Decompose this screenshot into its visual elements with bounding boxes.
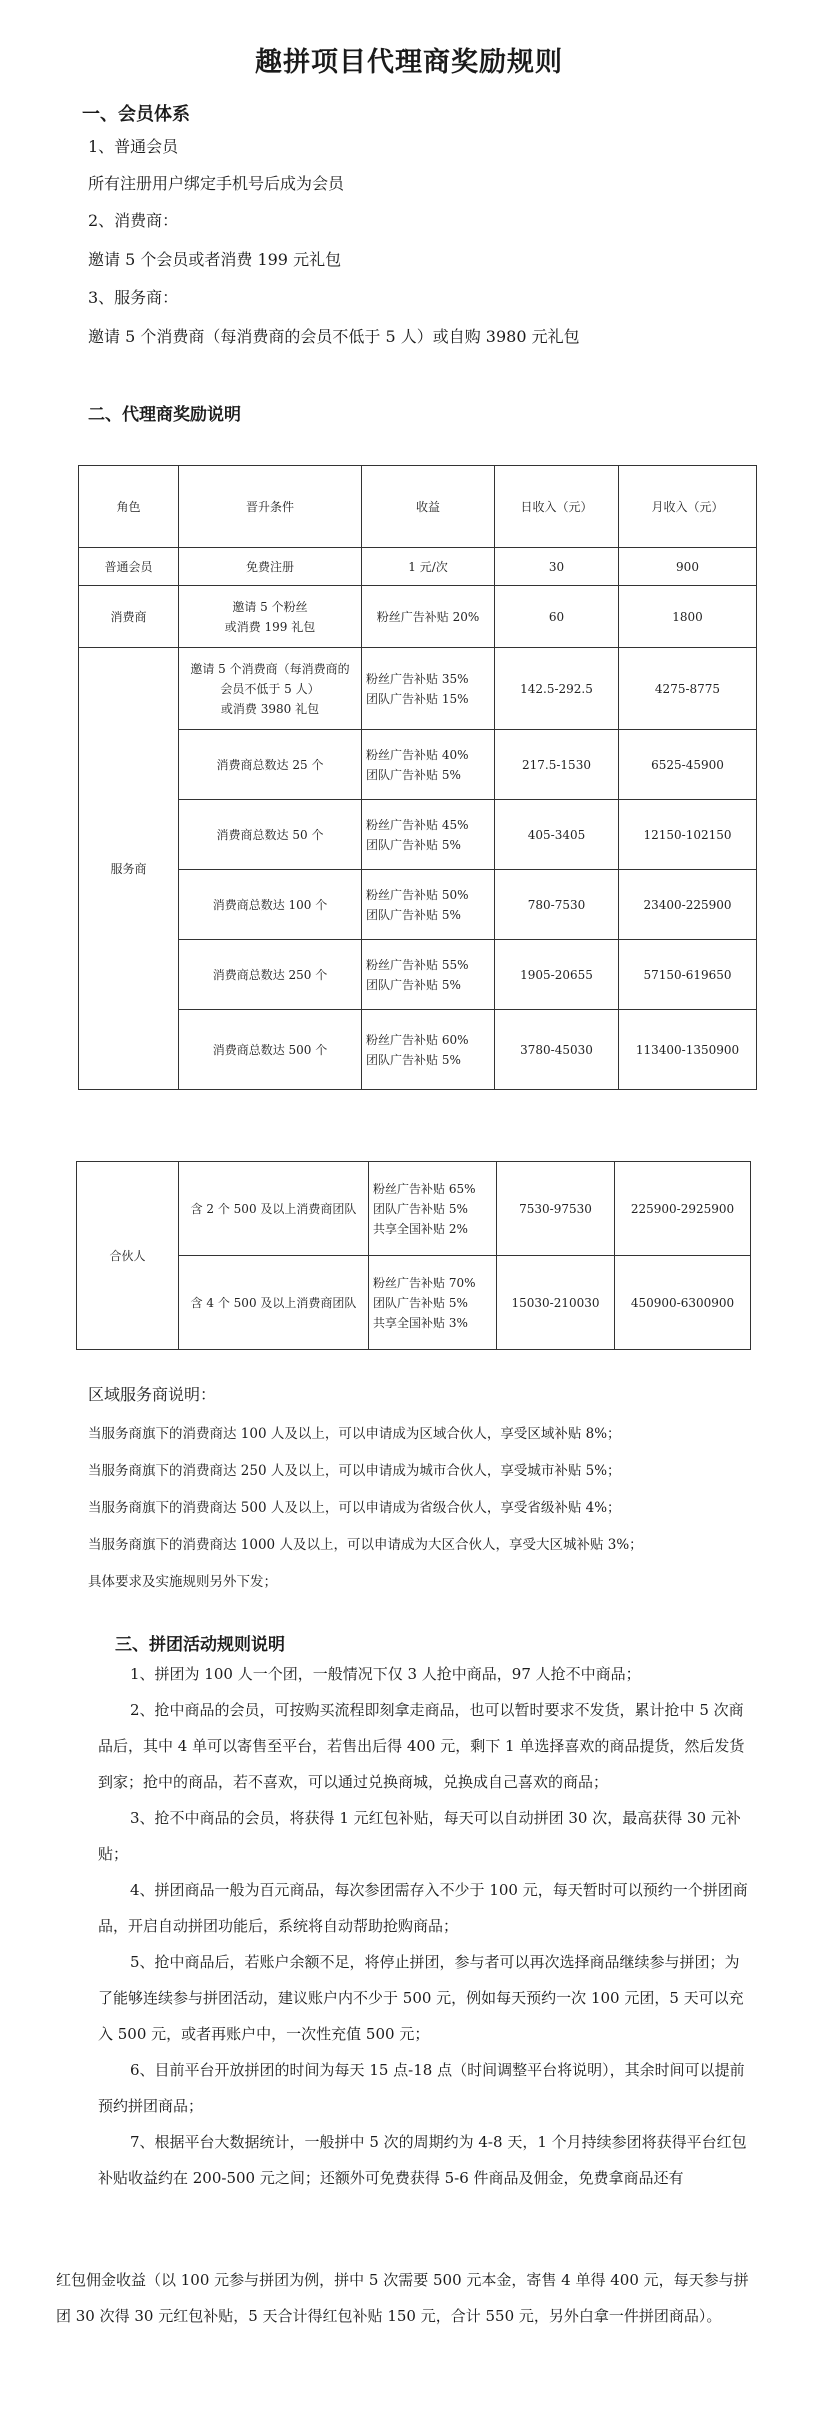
- condition-cell: 消费商总数达 25 个: [179, 730, 362, 800]
- daily-cell: 1905-20655: [495, 940, 619, 1010]
- income-cell: [369, 1256, 497, 1350]
- income-line: 团队广告补贴 5%: [366, 977, 461, 992]
- monthly-cell: 225900-2925900: [615, 1162, 751, 1256]
- table-row: [79, 870, 757, 940]
- reward-table-header: [79, 466, 757, 548]
- daily-cell: 30: [495, 548, 619, 586]
- region-line: 当服务商旗下的消费商达 1000 人及以上，可以申请成为大区合伙人，享受大区城补贴 3%；: [88, 1537, 643, 1553]
- rule-paragraph: 4、拼团商品一般为百元商品，每次参团需存入不少于 100 元，每天暂时可以预约一个拼团商品，开启自动拼团功能后，系统将自动帮助抢购商品；: [98, 1881, 748, 1935]
- member-type-3: 3、服务商：: [88, 288, 179, 307]
- table-row: [79, 730, 757, 800]
- rule-paragraph: 5、抢中商品后，若账户余额不足，将停止拼团，参与者可以再次选择商品继续参与拼团；为了能够连续参与拼团活动，建议账户内不少于 500 元，例如每天预约一次 100 元团，5 天可以充入 500 元，或者再账户中，一次性充值 500 元；: [98, 1953, 744, 2043]
- condition-cell: [179, 648, 362, 730]
- rule-tail-paragraph: 红包佣金收益（以 100 元参与拼团为例，拼中 5 次需要 500 元本金，寄售 4 单得 400 元，每天参与拼团 30 次得 30 元红包补贴，5 天合计得红包补贴 150 元，合计 550 元，另外白拿一件拼团商品）。: [56, 2271, 749, 2325]
- income-cell: 1 元/次: [362, 548, 495, 586]
- table-row: [79, 940, 757, 1010]
- condition-line: 邀请 5 个消费商（每消费商的: [190, 661, 350, 676]
- monthly-cell: 57150-619650: [619, 940, 757, 1010]
- header-daily: 日收入（元）: [495, 466, 619, 548]
- condition-cell: 含 2 个 500 及以上消费商团队: [179, 1162, 369, 1256]
- role-cell: 普通会员: [79, 548, 179, 586]
- header-income: 收益: [362, 466, 495, 548]
- income-line: 粉丝广告补贴 60%: [366, 1032, 469, 1047]
- condition-cell: 免费注册: [179, 548, 362, 586]
- income-cell: [362, 870, 495, 940]
- monthly-cell: 450900-6300900: [615, 1256, 751, 1350]
- income-cell: [362, 1010, 495, 1090]
- income-line: 粉丝广告补贴 40%: [366, 747, 469, 762]
- condition-line: 会员不低于 5 人）: [220, 681, 320, 696]
- daily-cell: 780-7530: [495, 870, 619, 940]
- condition-line: 或消费 199 礼包: [224, 619, 316, 634]
- income-line: 粉丝广告补贴 70%: [373, 1275, 476, 1290]
- table-row: [79, 586, 757, 648]
- table-row: [77, 1256, 751, 1350]
- income-line: 粉丝广告补贴 45%: [366, 817, 469, 832]
- daily-cell: 405-3405: [495, 800, 619, 870]
- member-type-1: 1、普通会员: [88, 137, 179, 156]
- rules-tail: [56, 2262, 756, 2334]
- daily-cell: 217.5-1530: [495, 730, 619, 800]
- rule-paragraph: 2、抢中商品的会员，可按购买流程即刻拿走商品，也可以暂时要求不发货，累计抢中 5 次商品后，其中 4 单可以寄售至平台，若售出后得 400 元，剩下 1 单选择喜欢的商品提货，然后发货到家；抢中的商品，若不喜欢，可以通过兑换商城，兑换成自己喜欢的商品；: [98, 1701, 745, 1791]
- member-type-2: 2、消费商：: [88, 211, 179, 230]
- monthly-cell: 113400-1350900: [619, 1010, 757, 1090]
- daily-cell: 7530-97530: [497, 1162, 615, 1256]
- income-line: 粉丝广告补贴 65%: [373, 1181, 476, 1196]
- monthly-cell: 12150-102150: [619, 800, 757, 870]
- monthly-cell: 900: [619, 548, 757, 586]
- rule-paragraph: 6、目前平台开放拼团的时间为每天 15 点-18 点（时间调整平台将说明），其余时间可以提前预约拼团商品；: [98, 2061, 745, 2115]
- income-line: 共享全国补贴 2%: [373, 1221, 468, 1236]
- partner-role-cell: 合伙人: [77, 1162, 179, 1350]
- income-line: 粉丝广告补贴 50%: [366, 887, 469, 902]
- rule-paragraph: 1、拼团为 100 人一个团，一般情况下仅 3 人抢中商品，97 人抢不中商品；: [130, 1665, 641, 1683]
- daily-cell: 3780-45030: [495, 1010, 619, 1090]
- monthly-cell: 4275-8775: [619, 648, 757, 730]
- income-cell: [362, 940, 495, 1010]
- region-line: 当服务商旗下的消费商达 100 人及以上，可以申请成为区域合伙人，享受区域补贴 8%；: [88, 1426, 621, 1442]
- region-line: 当服务商旗下的消费商达 500 人及以上，可以申请成为省级合伙人，享受省级补贴 4%；: [88, 1500, 621, 1516]
- header-monthly: 月收入（元）: [619, 466, 757, 548]
- daily-cell: 142.5-292.5: [495, 648, 619, 730]
- reward-table: [78, 465, 757, 1090]
- income-line: 团队广告补贴 5%: [373, 1295, 468, 1310]
- region-heading: 区域服务商说明：: [88, 1385, 217, 1404]
- condition-line: 或消费 3980 礼包: [220, 701, 320, 716]
- rules-body: [98, 1656, 750, 2196]
- condition-cell: 消费商总数达 500 个: [179, 1010, 362, 1090]
- income-line: 粉丝广告补贴 55%: [366, 957, 469, 972]
- condition-cell: 消费商总数达 250 个: [179, 940, 362, 1010]
- page-title: 趣拼项目代理商奖励规则: [255, 47, 563, 78]
- table-row: [79, 1010, 757, 1090]
- condition-cell: [179, 586, 362, 648]
- income-cell: 粉丝广告补贴 20%: [362, 586, 495, 648]
- partner-table: [76, 1161, 751, 1350]
- region-line: 具体要求及实施规则另外下发；: [88, 1574, 277, 1590]
- income-cell: [362, 800, 495, 870]
- rule-paragraph: 3、抢不中商品的会员，将获得 1 元红包补贴，每天可以自动拼团 30 次，最高获得 30 元补贴；: [98, 1809, 741, 1863]
- member-desc-2: 邀请 5 个会员或者消费 199 元礼包: [88, 250, 342, 269]
- income-cell: [369, 1162, 497, 1256]
- condition-line: 邀请 5 个粉丝: [232, 599, 308, 614]
- income-cell: [362, 648, 495, 730]
- region-line: 当服务商旗下的消费商达 250 人及以上，可以申请成为城市合伙人，享受城市补贴 5%；: [88, 1463, 621, 1479]
- table-row: [79, 548, 757, 586]
- member-desc-3: 邀请 5 个消费商（每消费商的会员不低于 5 人）或自购 3980 元礼包: [88, 327, 580, 346]
- section2-heading: 二、代理商奖励说明: [88, 405, 241, 425]
- monthly-cell: 23400-225900: [619, 870, 757, 940]
- income-line: 团队广告补贴 5%: [366, 837, 461, 852]
- section3-heading: 三、拼团活动规则说明: [115, 1635, 285, 1655]
- income-line: 团队广告补贴 5%: [366, 1052, 461, 1067]
- monthly-cell: 1800: [619, 586, 757, 648]
- table-row: [79, 800, 757, 870]
- income-line: 团队广告补贴 5%: [366, 907, 461, 922]
- income-line: 粉丝广告补贴 35%: [366, 671, 469, 686]
- income-line: 共享全国补贴 3%: [373, 1315, 468, 1330]
- condition-cell: 消费商总数达 100 个: [179, 870, 362, 940]
- income-line: 团队广告补贴 5%: [373, 1201, 468, 1216]
- daily-cell: 60: [495, 586, 619, 648]
- income-line: 团队广告补贴 15%: [366, 691, 469, 706]
- rule-paragraph: 7、根据平台大数据统计，一般拼中 5 次的周期约为 4-8 天，1 个月持续参团将获得平台红包补贴收益约在 200-500 元之间；还额外可免费获得 5-6 件商品及佣金，免费拿商品还有: [98, 2133, 747, 2187]
- header-condition: 晋升条件: [179, 466, 362, 548]
- table-row: [77, 1162, 751, 1256]
- role-cell: 服务商: [79, 648, 179, 1090]
- daily-cell: 15030-210030: [497, 1256, 615, 1350]
- section1-heading: 一、会员体系: [82, 104, 190, 125]
- table-row: [79, 648, 757, 730]
- condition-cell: 含 4 个 500 及以上消费商团队: [179, 1256, 369, 1350]
- monthly-cell: 6525-45900: [619, 730, 757, 800]
- header-role: 角色: [79, 466, 179, 548]
- condition-cell: 消费商总数达 50 个: [179, 800, 362, 870]
- income-cell: [362, 730, 495, 800]
- role-cell: 消费商: [79, 586, 179, 648]
- income-line: 团队广告补贴 5%: [366, 767, 461, 782]
- member-desc-1: 所有注册用户绑定手机号后成为会员: [88, 174, 345, 193]
